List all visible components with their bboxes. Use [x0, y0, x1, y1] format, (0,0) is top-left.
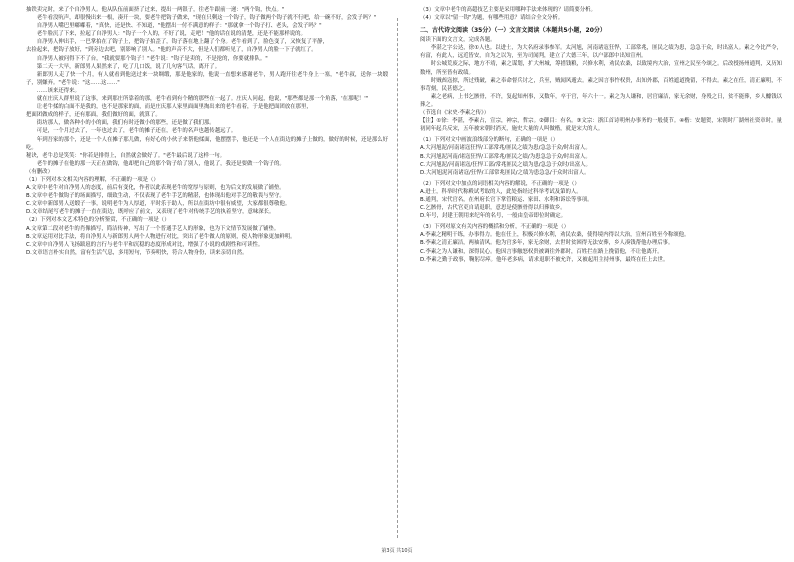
q1-option-b: B.大河旭泥河南/诸寇狂悍/工部常兆/匪民之绩/为患急急于众/时出富人。 — [420, 153, 591, 160]
left-paragraph-24: D.文章结尾写老牛的摊子一直在街边，既呼应了前文，又表现了老牛对传统手艺的执着坚守，意味深长。 — [26, 209, 275, 216]
left-paragraph-4: 老牛脸沉了下来，拉起了自净男人："钩子一个人的，不好了说，走吧！"他的话在说的清楚，还是不能那样说的。 — [36, 31, 306, 38]
left-paragraph-5: 自净男人伸出手，一巴掌拍在了钩子上，把钩子拍歪了，钩子落在地上翻了个身。老牛看到了，脸色变了，又恢复了平静， — [36, 39, 328, 46]
left-paragraph-18: 老牛的摊子在他的那一天正在做钩，他却把自己的那个钩子给了别人，他说了，我还是要做一个钩子的。 — [36, 160, 285, 167]
left-paragraph-12: 让老牛揉的白面不是我的，也不是那家的面，而是庄庆那人家里面面里掏出来的老牛看着，于是他把面团放在那里， — [36, 104, 312, 111]
left-paragraph-14: 街坊那人，做各种小的小的面，我们有时还做小的那些，还是做了我们那。 — [36, 120, 215, 127]
left-paragraph-19: （有删改） — [26, 168, 53, 175]
left-paragraph-25: （2）下列对本文艺术特色的分析鉴赏，不正确的一项是（） — [26, 217, 170, 224]
left-paragraph-10: ……该来还得来。 — [36, 87, 80, 94]
left-paragraph-13: 把面团做成的样子，还有那面，我们做好的面，就算了。 — [26, 112, 161, 119]
left-paragraph-22: B.文章中老牛做钩子的场面描写，细致生动，不仅表现了老牛手艺的精湛，也体现出他对手艺的敬畏与坚守。 — [26, 193, 285, 200]
q1-option-c: C.大河旭泥/河南诸寇/狂悍工部/常兆匪民之绩为患/急急于众时/出富人。 — [420, 161, 591, 168]
classical-text-paragraph-3: 时贼酋寇掠，所过残破，素之奉命督兵讨之，兵至，贼闻风遁去。素之因言事忤权贵，出知外郡，百姓遮道挽留，不得去。素之在任，清正廉明，不事苛刻，民甚德之。 — [420, 77, 782, 92]
left-column — [26, 6, 388, 546]
left-paragraph-1: 抽铁卖完时，来了个自净男人。他从队伍前面挤了过来，提出一两银子，往老牛跟前一递："两个钩，快点。" — [26, 7, 285, 13]
classical-text-paragraph-6: 【注】①徐：李湛，李素占，宣宗，神宗，哲宗。②御目：有名。③文宗：浙江首诗明州办事务的一般使节。④楷：安题贺，宋朝时厂湖州社资章时。量初同年起兵反宋，五年被宋朝时消灭，施史大量的人叫做楷，就是宋大的人。 — [420, 118, 782, 133]
classical-text-paragraph-4: 素之老病，上书乞骸骨，不许，复起知州事，又数年，卒于官，年六十一。素之为人谦和，居官廉洁，家无余财，身殁之日，贫不能葬，乡人醵钱以葬之。 — [420, 93, 782, 108]
question-3-stem: （3）下列对原文有关内容的概括和分析，不正确的一项是（） — [420, 224, 569, 231]
q2-option-b: B.通判，宋代官名，在州府长官下掌管粮运、家田、水利和诉讼等事项。 — [420, 196, 593, 203]
left-paragraph-6: 去捡起来，把钩子放好，"到旁边去吧，别影响了别人。"他的声音不大，但是人们都听见了，自净男人的脸一下子就红了。 — [26, 47, 317, 54]
q2-option-d: D.年号，封建王朝用来纪年的名号，一般由皇帝即位时确定。 — [420, 213, 567, 220]
left-paragraph-26: A.文章第二段对老牛的肖像描写，简洁传神，写出了一个普通手艺人的形象，也为下文情节发展做了铺垫。 — [26, 225, 280, 232]
left-paragraph-21: A.文章中老牛对自净男人的态度，前后有变化，作者以此表现老牛的宽厚与原则，也为后文的发展做了铺垫。 — [26, 185, 285, 192]
classical-text-paragraph-1: 李湛之字公达，徐①人也。以进士，为大名府录事参军。太河旭，河南诸寇狂悍，工部常兆，匪民之绩为患，急急于众，时出富人。素之今比严令，有富，有此人，远近皆安，自为之以为，至为司闻判，建立了大德三年，以户部郎中出知宣州。 — [420, 45, 782, 60]
question-1-stem: （1）下列对文中画波浪线部分的断句，正确的一项是（） — [420, 137, 559, 144]
left-paragraph-11: 就在庄庆人群里说了这事，来到那庄所靠着的那，老牛看到有个精的那些在一起了。庄庆人问起，他说，"那些都是那一个角落，'在那呢！'" — [36, 96, 369, 103]
q3-option-b: B.李素之清正廉洁，两袖清风。他为官多年，家无余财，去世时贫困得无法安葬，乡人凑钱帮他办理后事。 — [420, 240, 674, 247]
left-paragraph-28: C.文章中自净男人飞扬跋扈的言行与老牛平和沉稳的态度形成对比，增强了小说的戏剧性和可读性。 — [26, 241, 264, 248]
q1-option-a: A.大河旭泥/河南诸寇狂悍/工部常兆/匪民之绩为患/急急于众/时出富人。 — [420, 145, 591, 152]
question-2-stem: （2）下列对文中加点的词语相关内容的解说，不正确的一项是（） — [420, 180, 580, 187]
q2-option-a: A.进士，科举时代称殿试考取的人，此处指经过科举考试及第的人。 — [420, 188, 582, 195]
q3-option-c: C.李素之为人谦和，深得民心。他因言事触怒权贵被调往外郡时，百姓拦在路上挽留他，不让他离开。 — [420, 248, 663, 255]
left-paragraph-27: B.文章运用对比手法，将自净男人与新郎男人两个人物进行对比，突出了老牛做人的原则，使人物形象更加鲜明。 — [26, 233, 296, 240]
classical-text-paragraph-2: 时公城荒废之际，地方不靖，素之谋划，扩大州城，筹措钱粮，兴修水利，劝民农桑，以致境内大治，宣州之民至今颂之。后改授扬州通判，又历知数州，所至皆有政绩。 — [420, 61, 782, 76]
left-paragraph-8: 第二天一大早，新郎男人果然来了，吃了几口饭，说了几句客气话，离开了。 — [36, 63, 221, 70]
q3-option-d: D.李素之勤于政事，鞠躬尽瘁。他年老多病，请求退职不被允许，又被起用主持州事，最终在任上去世。 — [420, 256, 669, 263]
left-paragraph-16: 年到吾家的那个，还是一个人在摊子那儿做，有好心的小伙子来帮他揉面，他摆摆手，他还是一个人在街边的摊子上做的，做好的时候，还是那么好吃。 — [26, 136, 388, 151]
intro-text: 阅读下面的文言文，完成各题。 — [420, 37, 496, 44]
section-title: 二、古代诗文阅读（35分）（一）文言文阅读（本题共5小题，20分） — [420, 27, 606, 35]
q2-option-c: C.乞骸骨，古代官吏自请退职，意思是使骸骨得以归葬故乡。 — [420, 205, 566, 212]
left-paragraph-15: 可是，一个月过去了，一年也过去了，老牛的摊子还在，老牛的名声也越传越远了。 — [36, 128, 237, 135]
column-divider — [397, 18, 398, 538]
q1-option-d: D.大河旭泥河南诸寇/狂悍/工部常兆匪民/之绩为患急急/于众时出富人。 — [420, 169, 590, 176]
classical-text-paragraph-5: （节选自《宋史·李素之传》） — [420, 110, 490, 117]
page-footer: 第3页 共10页 — [381, 548, 413, 554]
q3-option-a: A.李素之精明干练，办事得力。他在任上，积极兴修水利，劝民农桑，使得境内得以大治，宣州百姓至今称颂他。 — [420, 232, 690, 239]
right-question-2: （4）文章以"留一钩"为题，有哪些用意？请结合全文分析。 — [420, 15, 564, 22]
left-paragraph-23: C.文章中新郎男人送缎子一事，说明老牛为人厚道，平时乐于助人，所以在街坊中很有威望，大家都很尊敬他。 — [26, 201, 291, 208]
left-paragraph-29: D.文章语言朴实自然，富有生活气息，多用短句，节奏明快，符合人物身份，读来亲切自然。 — [26, 249, 248, 256]
left-paragraph-9: 新郎男人走了快一个月，有人就看到他送过来一块绸缎，那是他家的，他说一直想来感谢老牛，男人跑开往老牛身上一塞，"老牛叔，送你一块缎子，别嫌弃。"老牛说："这……这……" — [26, 71, 388, 86]
left-paragraph-20: （1）下列对本文相关内容的理解，不正确的一项是（） — [26, 176, 159, 183]
left-paragraph-2: 老牛看没吭声，却很慢出来一根，凑开一块，要老牛把钩子做来，"现在只剩这一个钩子，钩子做两个钩子就不行吧，给一碗不好，会发子吗？" — [36, 15, 376, 22]
right-column — [420, 6, 782, 546]
left-paragraph-3: 自净男人嘴巴里嘟嘟着，"真快，还是快、不知道，"他摆出一付不满意的样子："那就拿一个钩子打、老头，会发子吗？" — [36, 23, 322, 30]
left-paragraph-17: 秘诀，老牛总是笑笑："你若是排得上，自然就会做好了。"老牛最后说了这样一句。 — [26, 152, 226, 159]
left-paragraph-7: 自净男人被问得下不了台，"我就要那个钩子！"老牛说："钩子是卖的，不是抢的，你要就排队。" — [36, 55, 268, 62]
right-question-1: （3）文章中老牛的高超技艺主要是采用哪种手法来体现的？请简要分析。 — [420, 7, 596, 13]
